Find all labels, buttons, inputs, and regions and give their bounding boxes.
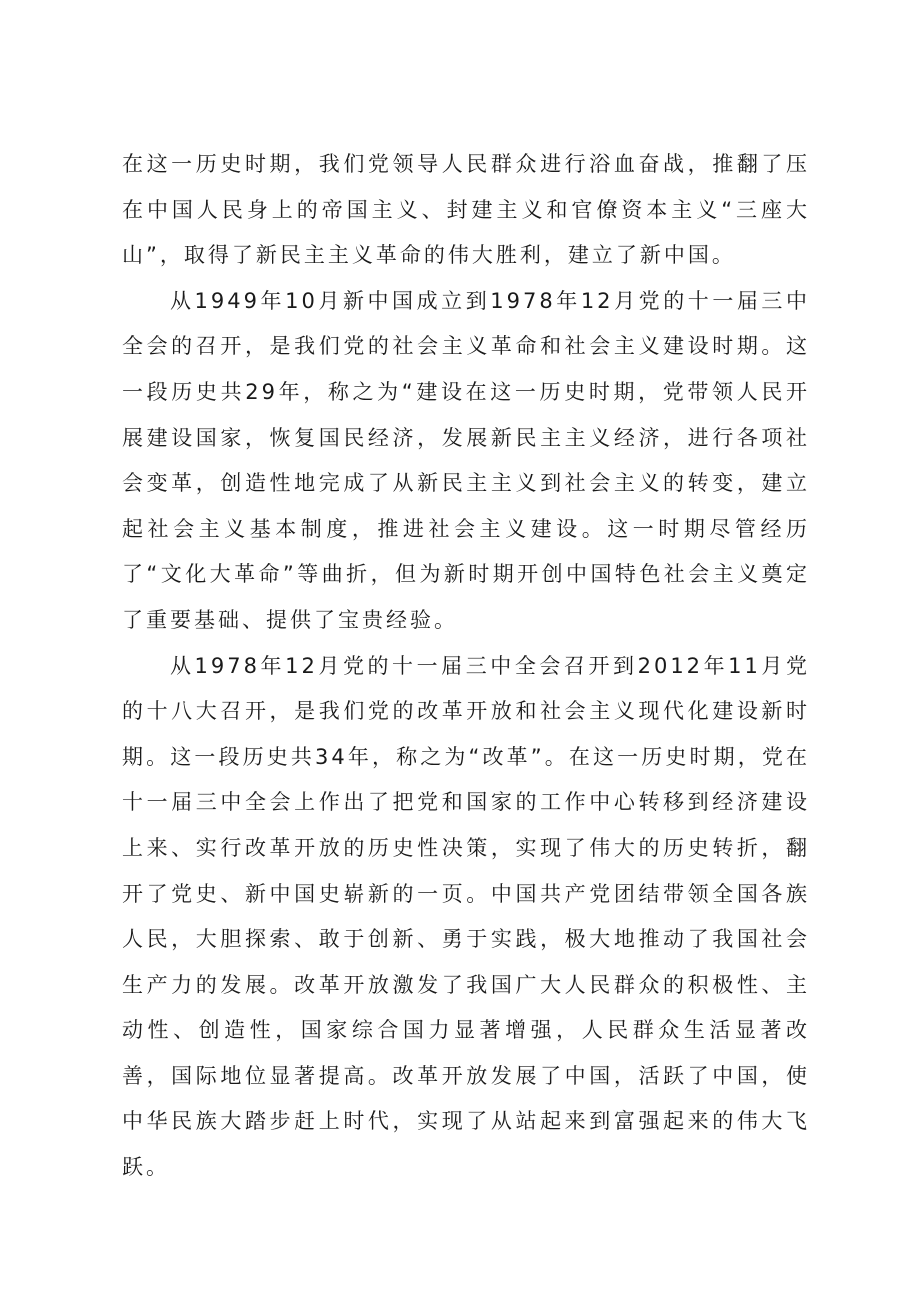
paragraph-1: 在这一历史时期，我们党领导人民群众进行浴血奋战，推翻了压在中国人民身上的帝国主义、封建主义和官僚资本主义“三座大山”，取得了新民主主义革命的伟大胜利，建立了新中国。 [122,152,810,268]
document-body [122,142,810,1191]
paragraph-2: 从1949年10月新中国成立到1978年12月党的十一届三中全会的召开，是我们党的社会主义革命和社会主义建设时期。这一段历史共29年，称之为“建设在这一历史时期，党带领人民开展建设国家，恢复国民经济，发展新民主主义经济，进行各项社会变革，创造性地完成了从新民主主义到社会主义的转变，建立起社会主义基本制度，推进社会主义建设。这一时期尽管经历了“文化大革命”等曲折，但为新时期开创中国特色社会主义奠定了重要基础、提供了宝贵经验。 [122,288,810,632]
paragraph-3: 从1978年12月党的十一届三中全会召开到2012年11月党的十八大召开，是我们党的改革开放和社会主义现代化建设新时期。这一段历史共34年，称之为“改革”。在这一历史时期，党在十一届三中全会上作出了把党和国家的工作中心转移到经济建设上来、实行改革开放的历史性决策，实现了伟大的历史转折，翻开了党史、新中国史崭新的一页。中国共产党团结带领全国各族人民，大胆探索、敢于创新、勇于实践，极大地推动了我国社会生产力的发展。改革开放激发了我国广大人民群众的积极性、主动性、创造性，国家综合国力显著增强，人民群众生活显著改善，国际地位显著提高。改革开放发展了中国，活跃了中国，使中华民族大踏步赶上时代，实现了从站起来到富强起来的伟大飞跃。 [122,653,810,1180]
